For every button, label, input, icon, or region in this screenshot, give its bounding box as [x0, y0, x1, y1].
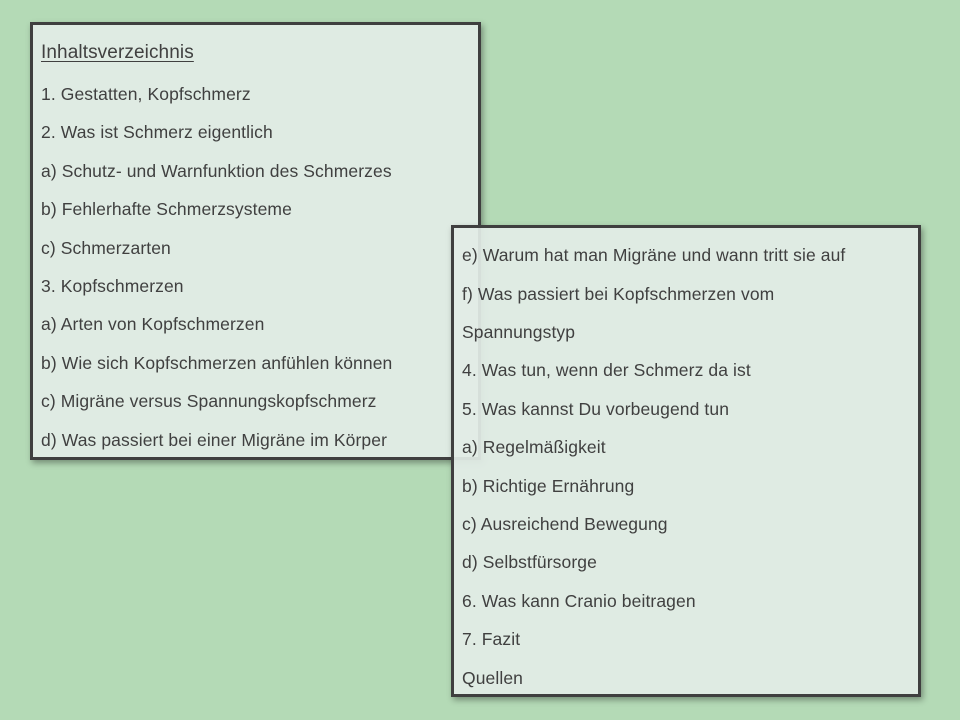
toc-item: c) Ausreichend Bewegung [462, 514, 668, 534]
toc-item: Quellen [462, 668, 524, 688]
toc-item: 1. Gestatten, Kopfschmerz [41, 84, 251, 104]
toc-item: b) Richtige Ernährung [462, 476, 635, 496]
toc-title: Inhaltsverzeichnis [41, 42, 194, 63]
toc-item: 5. Was kannst Du vorbeugend tun [462, 399, 730, 419]
toc-item: 4. Was tun, wenn der Schmerz da ist [462, 360, 751, 380]
toc-item: e) Warum hat man Migräne und wann tritt sie auf [462, 245, 846, 265]
toc-item: d) Was passiert bei einer Migräne im Körper [41, 430, 388, 450]
toc-item: c) Schmerzarten [41, 238, 171, 258]
toc-item: d) Selbstfürsorge [462, 552, 597, 572]
toc-item: a) Schutz- und Warnfunktion des Schmerzes [41, 161, 392, 181]
toc-item: Spannungstyp [462, 322, 576, 342]
toc-card-left [30, 22, 481, 460]
toc-item: a) Regelmäßigkeit [462, 437, 606, 457]
toc-item: 3. Kopfschmerzen [41, 276, 184, 296]
toc-item: f) Was passiert bei Kopfschmerzen vom [462, 284, 775, 304]
toc-item: a) Arten von Kopfschmerzen [41, 314, 265, 334]
toc-item: 6. Was kann Cranio beitragen [462, 591, 696, 611]
toc-item: b) Wie sich Kopfschmerzen anfühlen können [41, 353, 393, 373]
toc-item: c) Migräne versus Spannungskopfschmerz [41, 391, 377, 411]
toc-card-right [451, 225, 921, 697]
toc-item: b) Fehlerhafte Schmerzsysteme [41, 199, 292, 219]
toc-item: 7. Fazit [462, 629, 521, 649]
toc-item: 2. Was ist Schmerz eigentlich [41, 122, 273, 142]
